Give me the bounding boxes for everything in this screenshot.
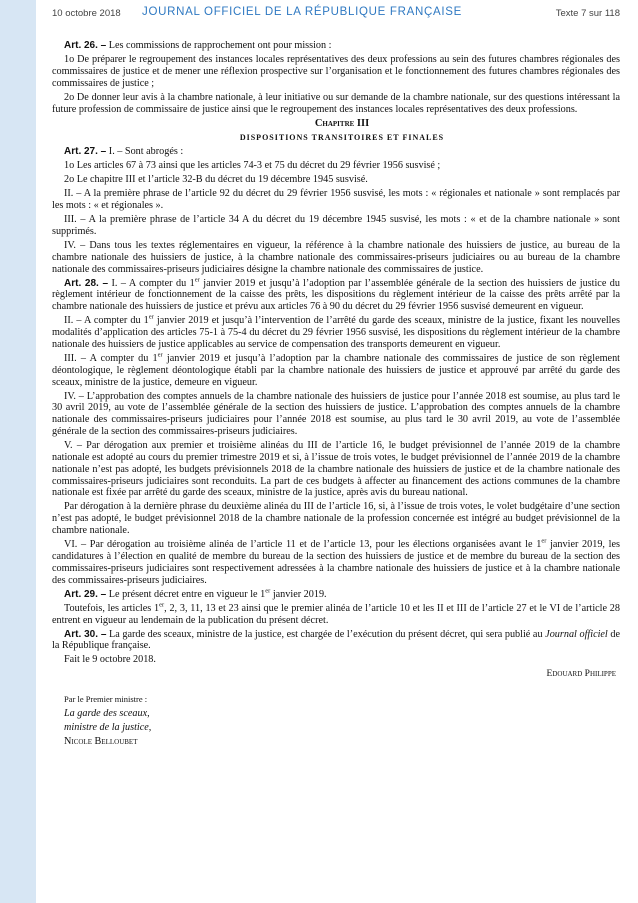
article-27-item-2: 2o Le chapitre III et l’article 32-B du décret du 19 décembre 1945 susvisé. — [64, 174, 368, 186]
signing-date: Fait le 9 octobre 2018. — [64, 654, 156, 666]
article-27-label: Art. 27. – — [64, 145, 107, 157]
article-27-item-1: 1o Les articles 67 à 73 ainsi que les articles 74-3 et 75 du décret du 29 février 1956 susvisé ; — [64, 159, 441, 171]
article-28-section-4: IV. – L’approbation des comptes annuels de la chambre nationale des huissiers de justice pour l’année 2018 est soumise, au plus tard le 30 avril 2019, au vote de l’assemblée générale de la section des huissiers de justice. L’approbation des comptes annuels de la chambre nationale des commissaires-priseurs judiciaires pour l’année 2018 est soumise, au plus tard le 30 avril 2019, au vote de l’assemblée générale de la section des commissaires-priseurs judiciaires. — [52, 390, 620, 438]
article-29-label: Art. 29. – — [64, 588, 107, 600]
minister-title-line-2: ministre de la justice, — [64, 722, 152, 734]
chapter-title: Chapitre III — [314, 117, 370, 129]
countersign-intro: Par le Premier ministre : — [64, 694, 148, 705]
prime-minister-signature: Edouard Philippe — [546, 668, 616, 679]
article-27-section-2: II. – A la première phrase de l’article 92 du décret du 29 février 1956 susvisé, les mots : « régionales et nationale » sont remplacés par les mots : « et régionales ». — [52, 188, 620, 211]
article-26-item-1: 1o De préparer le regroupement des instances locales représentatives des deux professions au sein des futures chambres régionales des commissaires de justice et de mener une réflexion prospective sur l’organisation et le fonctionnement des futures chambres régionales des commissaires de justice ; — [52, 54, 620, 89]
article-28-section-2: II. – A compter du 1er janvier 2019 et jusqu’à l’intervention de l’arrêté du garde des sceaux, ministre de la justice, fixant les nouvelles modalités d’application des articles 75-1 à 75-4 du décret du 29 février 1956 susvisé, les dispositions du règlement intérieur de la chambre nationale des huissiers de justice applicables au service de compensation des transports demeurent en vigueur. — [52, 313, 620, 350]
minister-title-line-1: La garde des sceaux, — [64, 708, 150, 720]
minister-name: Nicole Belloubet — [64, 736, 138, 748]
article-28-section-6: VI. – Par dérogation au troisième alinéa de l’article 11 et de l’article 13, pour les élections organisées avant le 1er janvier 2019, les candidatures à l’élection en qualité de membre du bureau de la section des huissiers de justice et de membre du bureau de la section des commissaires-priseurs judiciaires sont respectivement adressées à la chambre nationale des huissiers de justice et à la chambre nationale des commissaires-priseurs judiciaires. — [52, 537, 620, 586]
chapter-subtitle: DISPOSITIONS TRANSITOIRES ET FINALES — [239, 132, 445, 142]
article-28-section-1: Art. 28. – I. – A compter du 1er janvier 2019 et jusqu’à l’adoption par l’assemblée générale de la section des huissiers de justice du règlement intérieur de fonctionnement de la caisse des prêts, les dispositions du règlement intérieur de la caisse des prêts arrêté par la chambre nationale des huissiers de justice et prévu aux articles 76 à 90 du décret du 29 février 1956 susvisé demeurent en vigueur. — [52, 276, 620, 313]
article-28-section-3: III. – A compter du 1er janvier 2019 et jusqu’à l’adoption par la chambre nationale des commissaires de justice de son règlement déontologique, le règlement déontologique établi par la chambre nationale des huissiers de justice et approuvé par arrêté du garde des sceaux, ministre de la justice, demeure en vigueur. — [52, 351, 620, 388]
article-26-item-2: 2o De donner leur avis à la chambre nationale, à leur initiative ou sur demande de la chambre nationale, sur des questions intéressant la future profession de commissaire de justice ainsi que le regroupement des instances locales représentatives des deux professions. — [52, 91, 620, 115]
page-header — [52, 8, 620, 26]
article-26-label: Art. 26. – — [64, 40, 107, 51]
article-28-label: Art. 28. – — [64, 277, 109, 289]
article-29-para-1: Art. 29. – Le présent décret entre en vigueur le 1er janvier 2019. — [64, 587, 327, 600]
document-page — [52, 0, 620, 903]
article-29-para-2: Toutefois, les articles 1er, 2, 3, 11, 13 et 23 ainsi que le premier alinéa de l’article 10 et les II et III de l’article 27 et le VI de l’article 28 entrent en vigueur au lendemain de la publication du présent décret. — [52, 601, 620, 626]
article-28-section-5: V. – Par dérogation aux premier et troisième alinéas du III de l’article 16, le budget prévisionnel de l’année 2019 de la chambre nationale est adopté au cours du premier trimestre 2019 et si, à l’issue de trois votes, le budget prévisionnel de l’année 2019 de la chambre nationale n’est pas adopté, les budgets prévisionnels 2018 de la chambre nationale des huissiers de justice et de la chambre nationale des commissaires-priseurs judiciaires sont reconduits. La part de ces budgets à affecter au financement des actions communes de la chambre nationale est fixée par arrêté du garde des sceaux, ministre de la justice, après avis du bureau national. — [52, 440, 620, 499]
article-27-section-4: IV. – Dans tous les textes réglementaires en vigueur, la référence à la chambre nationale des huissiers de justice, au bureau de la chambre nationale des huissiers de justice, à la chambre nationale des commissaires-priseurs judiciaires ou au bureau de la chambre nationale des commissaires-priseurs judiciaires désigne la chambre nationale des commissaires de justice. — [52, 239, 620, 275]
header-date: 10 octobre 2018 — [52, 8, 121, 19]
document-body — [52, 40, 620, 750]
article-28-section-5-para-2: Par dérogation à la dernière phrase du deuxième alinéa du III de l’article 16, si, à l’issue de trois votes, le volet budgétaire d’une section n’est pas adopté, le budget prévisionnel 2018 de la chambre nationale de la profession concernée est intégré au budget prévisionnel de la chambre nationale. — [52, 501, 620, 537]
article-30-label: Art. 30. – — [64, 628, 107, 640]
article-27-intro: Art. 27. – I. – Sont abrogés : — [64, 145, 184, 157]
article-30: Art. 30. – La garde des sceaux, ministre de la justice, est chargée de l’exécution du présent décret, qui sera publié au Journal officiel de la République française. — [52, 628, 621, 652]
header-text-number: Texte 7 sur 118 — [555, 8, 620, 19]
article-26-intro: Art. 26. – Les commissions de rapprochement ont pour mission : — [64, 40, 332, 51]
left-margin-band — [0, 0, 36, 903]
header-journal-title: JOURNAL OFFICIEL DE LA RÉPUBLIQUE FRANÇAISE — [142, 6, 463, 18]
article-27-section-3: III. – A la première phrase de l’article 34 A du décret du 19 décembre 1945 susvisé, les mots : « et de la chambre nationale » sont supprimés. — [52, 214, 620, 237]
